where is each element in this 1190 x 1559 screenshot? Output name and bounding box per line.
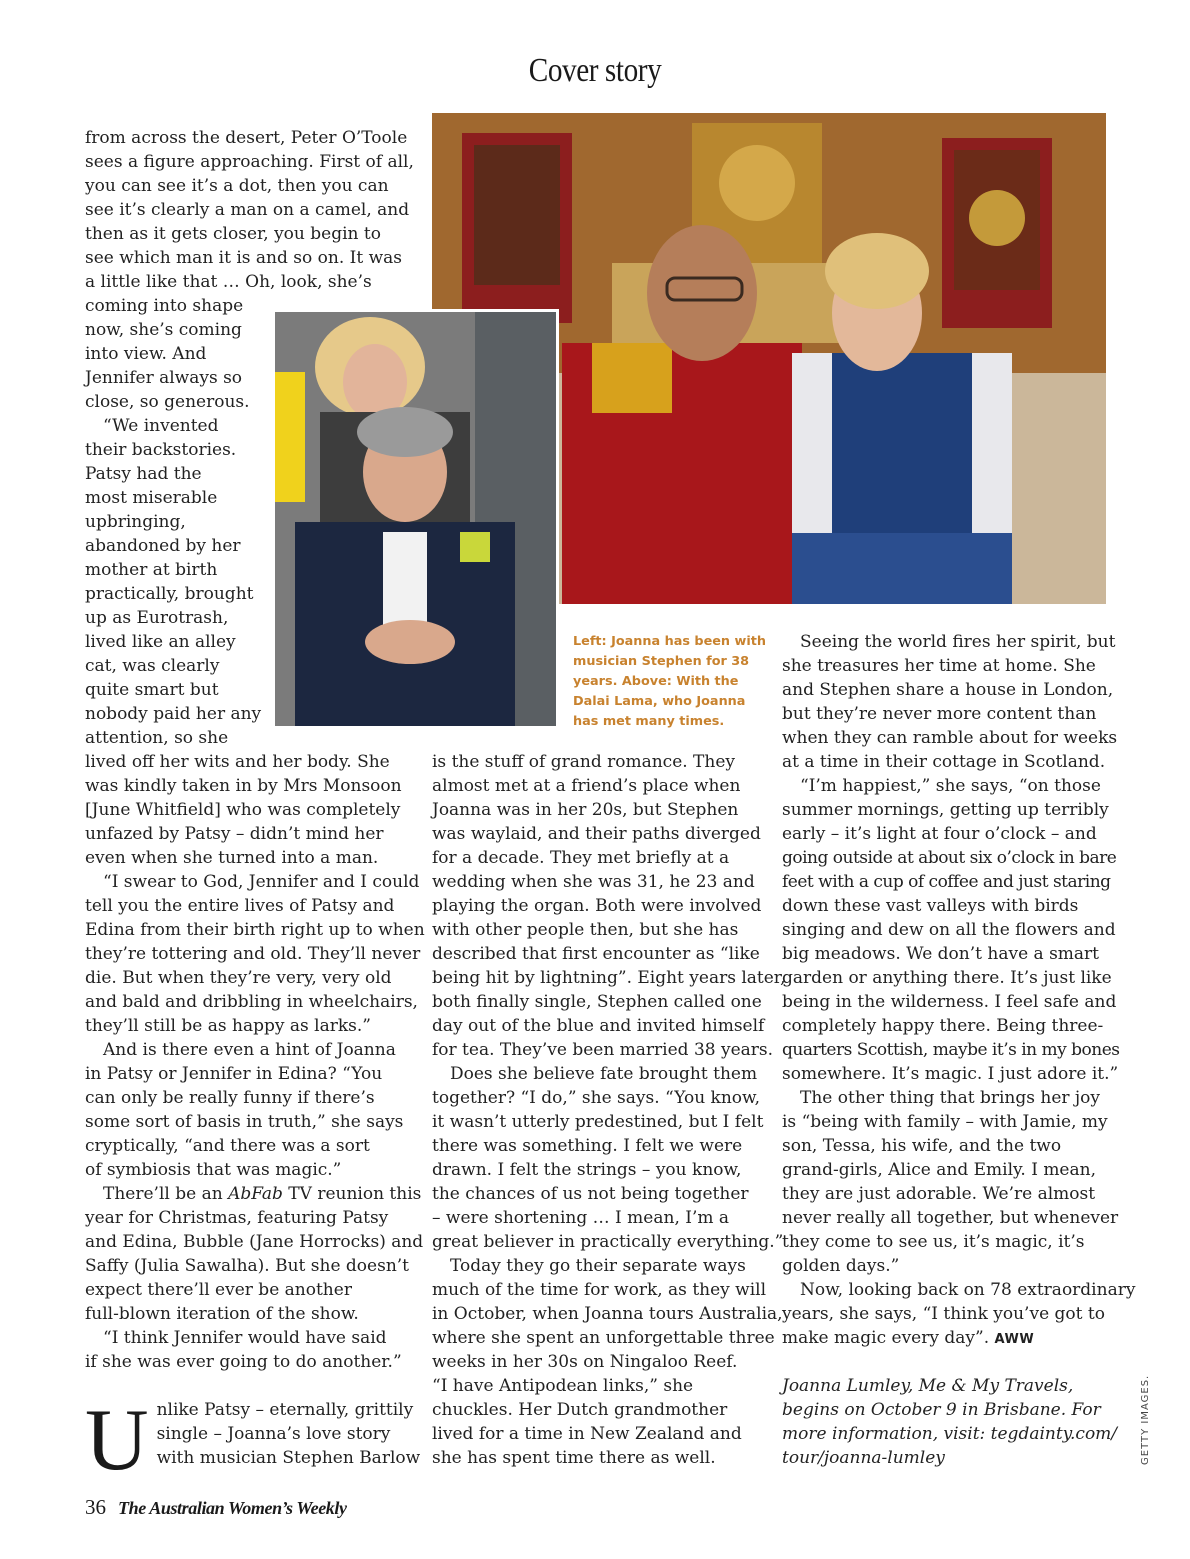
- column-1-bottom: [85, 750, 425, 1489]
- drop-cap: U: [85, 1392, 149, 1489]
- sign-off: AWW: [994, 1332, 1035, 1347]
- page-number: 36: [85, 1495, 106, 1519]
- event-info: Joanna Lumley, Me & My Travels, begins on October 9 in Brisbane. For more information, visit: tegdainty.com/ tour/joanna-lumley: [782, 1376, 1118, 1468]
- paragraph: The other thing that brings her joy is “being with family – with Jamie, my son, Tessa, his wife, and the two grand-girls, Alice and Emily. I mean, they are just adorable. We’re almost never really all together, but whenever they come to see us, it’s magic, it’s golden days.”: [782, 1088, 1119, 1276]
- page-footer: [85, 1495, 347, 1520]
- paragraph: is the stuff of grand romance. They almost met at a friend’s place when Joanna was in her 20s, but Stephen was waylaid, and their paths diverged for a decade. They met briefly at a wedding when she was 31, he 23 and playing the organ. Both were involved with other people then, but she has described that first encounter as “like being hit by lightning”. Eight years later, both finally single, Stephen called one day out of the blue and invited himself for tea. They’ve been married 38 years.: [432, 752, 786, 1060]
- section-title: Cover story: [528, 52, 662, 89]
- photo-joanna-stephen: [275, 312, 556, 726]
- paragraph: “I think Jennifer would have said if she was ever going to do another.”: [85, 1328, 402, 1372]
- paragraph: Now, looking back on 78 extraordinary years, she says, “I think you’ve got to make magic every day”. AWW: [782, 1280, 1136, 1348]
- paragraph: “I’m happiest,” she says, “on those summer mornings, getting up terribly early – it’s light at four o’clock – and going outside at about six o’clock in bare feet with a cup of coffee and just staring down these vast valleys with birds singing and dew on all the flowers and big meadows. We don’t have a smart garden or anything there. It’s just like being in the wilderness. I feel safe and completely happy there. Being three- quarters Scottish, maybe it’s in my bones somewhere. It’s magic. I just adore it.”: [782, 776, 1120, 1084]
- magazine-name: The Australian Women’s Weekly: [118, 1498, 347, 1518]
- photo-credit: GETTY IMAGES.: [1140, 1374, 1151, 1465]
- paragraph-dropcap: U nlike Patsy – eternally, grittily single – Joanna’s love story with musician Stephen Barlow: [85, 1392, 421, 1489]
- paragraph: Seeing the world fires her spirit, but she treasures her time at home. She and Stephen share a house in London, but they’re never more content than when they can ramble about for weeks at a time in their cottage in Scotland.: [782, 632, 1118, 772]
- paragraph: Does she believe fate brought them together? “I do,” she says. “You know, it wasn’t utterly predestined, but I felt there was something. I felt we were drawn. I felt the strings – you know, the chances of us not being together – were shortening … I mean, I’m a great believer in practically everything.”: [432, 1064, 784, 1252]
- column-3: [782, 630, 1136, 1352]
- paragraph: “I swear to God, Jennifer and I could tell you the entire lives of Patsy and Edina from their birth right up to when they’re tottering and old. They’ll never die. But when they’re very, very old and bald and dribbling in wheelchairs, they’ll still be as happy as larks.”: [85, 872, 425, 1036]
- paragraph: lived off her wits and her body. She was kindly taken in by Mrs Monsoon [June Whitfield] who was completely unfazed by Patsy – didn’t mind her even when she turned into a man.: [85, 752, 402, 868]
- column-1-top: from across the desert, Peter O’Toole sees a figure approaching. First of all, you can see it’s a dot, then you can see it’s clearly a man on a camel, and then as it gets closer, you begin to see which man it is and so on. It was a little like that … Oh, look, she’s: [85, 128, 414, 292]
- paragraph: And is there even a hint of Joanna in Patsy or Jennifer in Edina? “You can only be really funny if there’s some sort of basis in truth,” she says cryptically, “and there was a sort of symbiosis that was magic.”: [85, 1040, 404, 1180]
- paragraph: Today they go their separate ways much of the time for work, as they will in October, when Joanna tours Australia, where she spent an unforgettable three weeks in her 30s on Ningaloo Reef. “I have Antipodean links,” she chuckles. Her Dutch grandmother lived for a time in New Zealand and she has spent time there as well.: [432, 1256, 783, 1468]
- paragraph: There’ll be an AbFab TV reunion this year for Christmas, featuring Patsy and Edina, Bubble (Jane Horrocks) and Saffy (Julia Sawalha). But she doesn’t expect there’ll ever be another full-blown iteration of the show.: [85, 1184, 424, 1324]
- column-1-narrow: coming into shape now, she’s coming into view. And Jennifer always so close, so generous. “We invented their backstories. Patsy had the most miserable upbringing, abandoned by her mother at birth practically, brought up as Eurotrash, lived like an alley cat, was clearly quite smart but nobody paid her any attention, so she: [85, 296, 262, 748]
- column-2: [432, 750, 786, 1470]
- photo-caption: Left: Joanna has been with musician Stephen for 38 years. Above: With the Dalai Lama, who Joanna has met many times.: [573, 634, 766, 729]
